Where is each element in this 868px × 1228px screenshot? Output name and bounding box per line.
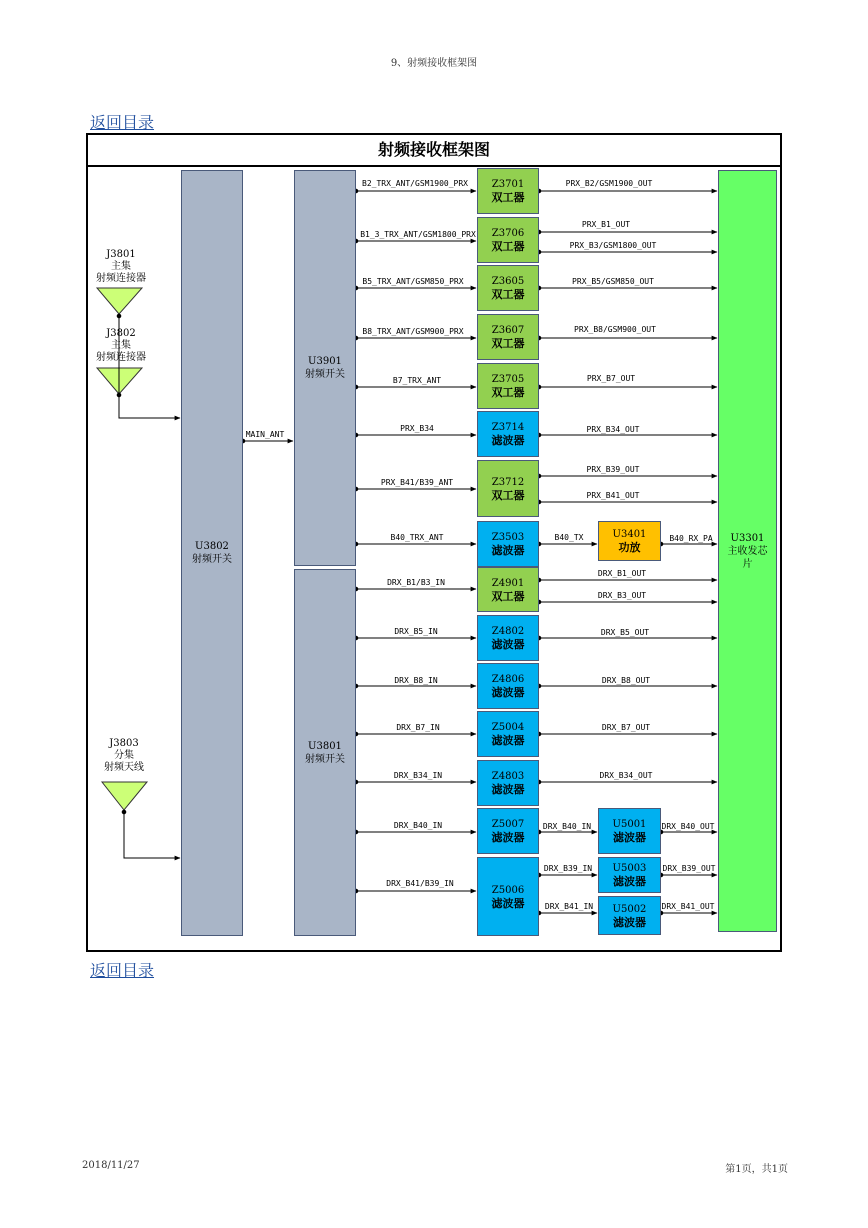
signal-label: DRX_B34_IN <box>393 771 443 780</box>
footer-date: 2018/11/27 <box>82 1160 140 1171</box>
antenna-icon <box>102 782 147 810</box>
signal-label: DRX_B1/B3_IN <box>387 578 445 587</box>
signal-label: DRX_B5_IN <box>394 627 438 636</box>
filter-z3714: Z3714 滤波器 <box>477 411 539 457</box>
signal-label: DRX_B5_OUT <box>600 628 650 637</box>
signal-label: B2_TRX_ANT/GSM1900_PRX <box>362 179 468 188</box>
signal-label: B40_TX <box>554 533 584 542</box>
signal-label: DRX_B34_OUT <box>599 771 653 780</box>
filter-z4806: Z4806 滤波器 <box>477 663 539 709</box>
signal-label: DRX_B8_IN <box>394 676 438 685</box>
back-to-contents-link[interactable]: 返回目录 <box>90 961 155 980</box>
signal-label: DRX_B8_OUT <box>601 676 651 685</box>
signal-label: PRX_B3/GSM1800_OUT <box>569 241 657 250</box>
signal-label: DRX_B40_IN <box>393 821 443 830</box>
signal-label: B8_TRX_ANT/GSM900_PRX <box>362 327 464 336</box>
connector-j3802: J3802 主集 射频连接器 <box>96 328 146 363</box>
signal-label: DRX_B40_IN <box>542 822 592 831</box>
signal-label: PRX_B41/B39_ANT <box>380 478 454 487</box>
filter-z3503: Z3503 滤波器 <box>477 521 539 567</box>
signal-label: PRX_B34 <box>400 424 434 433</box>
signal-label: PRX_B41_OUT <box>586 491 640 500</box>
duplexer-z3701: Z3701 双工器 <box>477 168 539 214</box>
filter-u5003: U5003 滤波器 <box>598 857 661 893</box>
diagram-title: 射频接收框架图 <box>88 135 780 167</box>
filter-z4802: Z4802 滤波器 <box>477 615 539 661</box>
transceiver-u3301: U3301 主收发芯 片 <box>718 170 777 932</box>
duplexer-z4901: Z4901 双工器 <box>477 567 539 612</box>
signal-label: DRX_B7_IN <box>396 723 440 732</box>
filter-z4803: Z4803 滤波器 <box>477 760 539 806</box>
filter-u5002: U5002 滤波器 <box>598 896 661 935</box>
switch-u3901: U3901 射频开关 <box>294 170 356 566</box>
filter-z5004: Z5004 滤波器 <box>477 711 539 757</box>
duplexer-z3605: Z3605 双工器 <box>477 265 539 311</box>
connector-j3801: J3801 主集 射频连接器 <box>96 249 146 284</box>
back-to-contents-link[interactable]: 返回目录 <box>90 113 155 132</box>
signal-label: PRX_B7_OUT <box>586 374 636 383</box>
signal-label: DRX_B39_OUT <box>662 864 716 873</box>
signal-label: B5_TRX_ANT/GSM850_PRX <box>362 277 464 286</box>
signal-label: DRX_B1_OUT <box>597 569 647 578</box>
signal-label: DRX_B7_OUT <box>601 723 651 732</box>
signal-label: PRX_B5/GSM850_OUT <box>572 277 654 286</box>
signal-label: B40_RX_PA <box>669 534 713 543</box>
signal-label: B1_3_TRX_ANT/GSM1800_PRX <box>360 230 476 239</box>
duplexer-z3607: Z3607 双工器 <box>477 314 539 360</box>
filter-z5007: Z5007 滤波器 <box>477 808 539 854</box>
switch-u3801: U3801 射频开关 <box>294 569 356 936</box>
signal-label: PRX_B2/GSM1900_OUT <box>565 179 653 188</box>
antenna-icon <box>97 288 142 314</box>
signal-label: DRX_B39_IN <box>543 864 593 873</box>
signal-label: DRX_B40_OUT <box>661 822 715 831</box>
signal-label: PRX_B1_OUT <box>581 220 631 229</box>
signal-label: PRX_B39_OUT <box>586 465 640 474</box>
page-header: 9、射频接收框架图 <box>390 58 478 69</box>
switch-u3802: U3802 射频开关 <box>181 170 243 936</box>
signal-label: PRX_B8/GSM900_OUT <box>574 325 656 334</box>
signal-label: B7_TRX_ANT <box>392 376 442 385</box>
connector-j3803: J3803 分集 射频天线 <box>104 738 144 773</box>
duplexer-z3712: Z3712 双工器 <box>477 460 539 517</box>
signal-label: B40_TRX_ANT <box>390 533 444 542</box>
signal-label: DRX_B41/B39_IN <box>386 879 454 888</box>
duplexer-z3706: Z3706 双工器 <box>477 217 539 263</box>
main-ant-label: MAIN_ANT <box>245 430 285 439</box>
filter-u5001: U5001 滤波器 <box>598 808 661 854</box>
duplexer-z3705: Z3705 双工器 <box>477 363 539 409</box>
footer-page-number: 第1页，共1页 <box>725 1164 788 1175</box>
pa-u3401: U3401 功放 <box>598 521 661 561</box>
signal-label: DRX_B41_IN <box>544 902 594 911</box>
filter-z5006: Z5006 滤波器 <box>477 857 539 936</box>
signal-label: DRX_B3_OUT <box>597 591 647 600</box>
signal-label: DRX_B41_OUT <box>661 902 715 911</box>
signal-label: PRX_B34_OUT <box>586 425 640 434</box>
